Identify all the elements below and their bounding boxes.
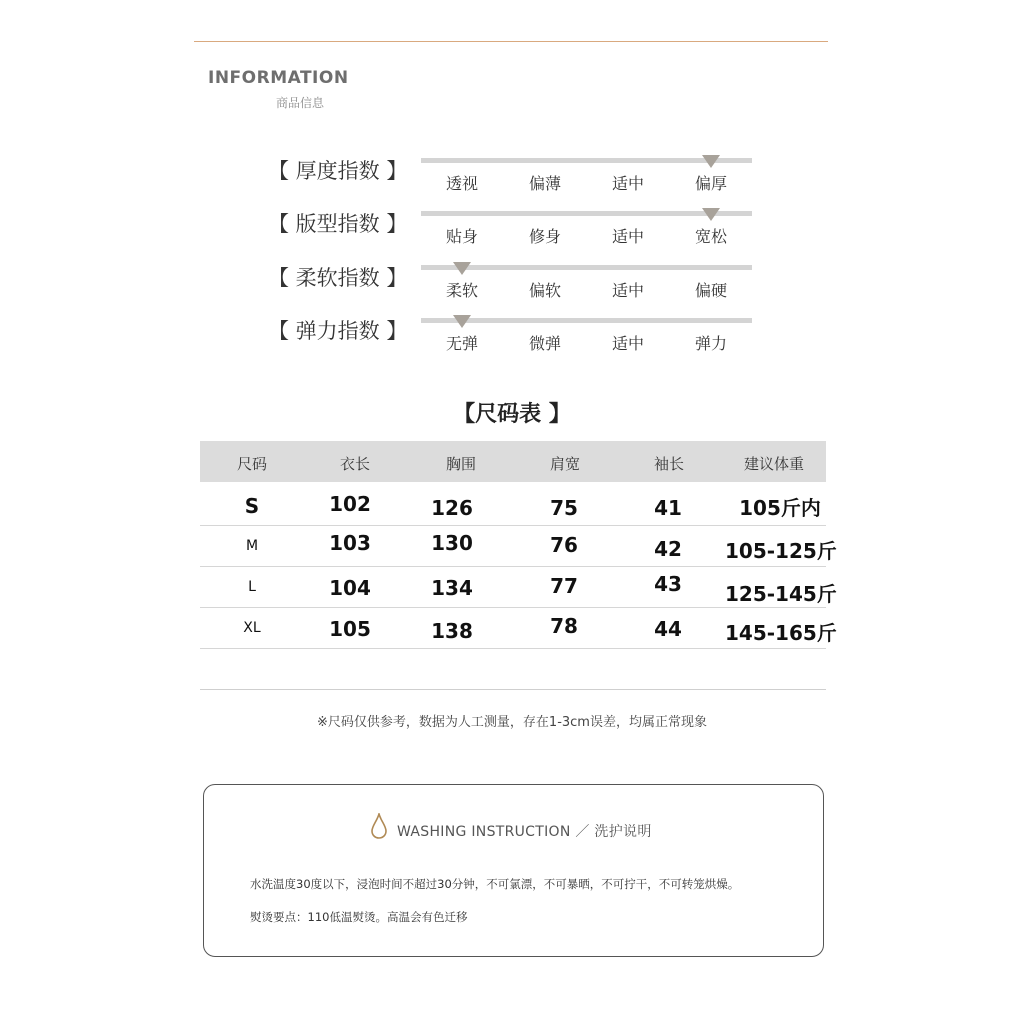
cell-sleeve: 42: [654, 537, 682, 561]
cell-shoulder: 78: [550, 614, 578, 638]
index-label: 【 厚度指数 】: [268, 159, 408, 183]
index-marker-icon: [702, 155, 720, 168]
washing-line-temperature: 水洗温度30度以下，浸泡时间不超过30分钟，不可氯漂，不可暴晒，不可拧干，不可转笼烘燥。: [250, 877, 740, 891]
table-row: [200, 525, 837, 567]
index-option: 偏薄: [528, 174, 561, 193]
header-chest: 胸围: [445, 455, 476, 473]
cell-sleeve: 44: [654, 617, 682, 641]
cell-length: 104: [329, 576, 371, 600]
index-option: 透视: [445, 174, 478, 193]
cell-sleeve: 43: [654, 572, 682, 596]
header-size: 尺码: [236, 455, 267, 473]
index-row: [0, 155, 1024, 209]
cell-shoulder: 75: [550, 496, 578, 520]
header-weight: 建议体重: [743, 455, 804, 473]
index-option: 适中: [611, 227, 644, 246]
cell-chest: 126: [431, 496, 473, 520]
cell-chest: 130: [431, 531, 473, 555]
table-empty-row: [200, 607, 826, 649]
size-table-header: [200, 441, 826, 482]
cell-length: 102: [329, 492, 371, 516]
table-bottom-rule: [200, 689, 826, 690]
index-option: 适中: [611, 281, 644, 300]
index-option: 偏软: [528, 281, 561, 300]
index-row: [0, 262, 1024, 316]
index-row: [0, 208, 1024, 262]
info-subtitle: 商品信息: [276, 96, 325, 110]
cell-size: XL: [243, 620, 261, 636]
index-label: 【 弹力指数 】: [268, 319, 408, 343]
index-label: 【 柔软指数 】: [268, 266, 408, 290]
cell-chest: 134: [431, 576, 473, 600]
index-option: 偏硬: [694, 281, 727, 300]
washing-title: WASHING INSTRUCTION ／ 洗护说明: [397, 824, 652, 840]
cell-weight: 105斤内: [739, 496, 821, 520]
cell-size: M: [245, 538, 259, 554]
washing-instruction-box: [203, 784, 824, 957]
table-row: [200, 566, 837, 608]
cell-weight: 125-145斤: [725, 582, 837, 606]
index-option: 柔软: [445, 281, 478, 300]
cell-weight: 145-165斤: [725, 621, 837, 645]
index-marker-icon: [453, 315, 471, 328]
cell-shoulder: 76: [550, 533, 578, 557]
index-option: 贴身: [445, 227, 478, 246]
header-sleeve: 袖长: [653, 455, 684, 473]
cell-shoulder: 77: [550, 574, 578, 598]
index-marker-icon: [453, 262, 471, 275]
cell-length: 105: [329, 617, 371, 641]
header-shoulder: 肩宽: [549, 455, 580, 473]
cell-length: 103: [329, 531, 371, 555]
washing-line-ironing: 熨烫要点：110低温熨烫。高温会有色迁移: [250, 910, 468, 924]
index-option: 宽松: [694, 227, 727, 246]
cell-chest: 138: [431, 619, 473, 643]
index-row: [0, 315, 1024, 369]
index-option: 无弹: [445, 334, 478, 353]
info-title: INFORMATION: [208, 68, 349, 88]
size-table-title: 【尺码表 】: [453, 402, 571, 427]
index-option: 适中: [611, 334, 644, 353]
table-row: [200, 484, 826, 526]
header-length: 衣长: [339, 455, 370, 473]
cell-size: L: [248, 579, 256, 595]
index-marker-icon: [702, 208, 720, 221]
index-option: 偏厚: [694, 174, 727, 193]
cell-size: S: [244, 494, 260, 518]
size-note: ※尺码仅供参考，数据为人工测量，存在1-3cm误差，均属正常现象: [317, 715, 707, 730]
index-label: 【 版型指数 】: [268, 212, 408, 236]
cell-sleeve: 41: [654, 496, 682, 520]
top-divider: [194, 41, 828, 42]
index-option: 微弹: [528, 334, 561, 353]
water-drop-icon: [371, 813, 387, 839]
index-option: 修身: [528, 227, 561, 246]
index-option: 适中: [611, 174, 644, 193]
cell-weight: 105-125斤: [725, 539, 837, 563]
index-option: 弹力: [694, 334, 727, 353]
